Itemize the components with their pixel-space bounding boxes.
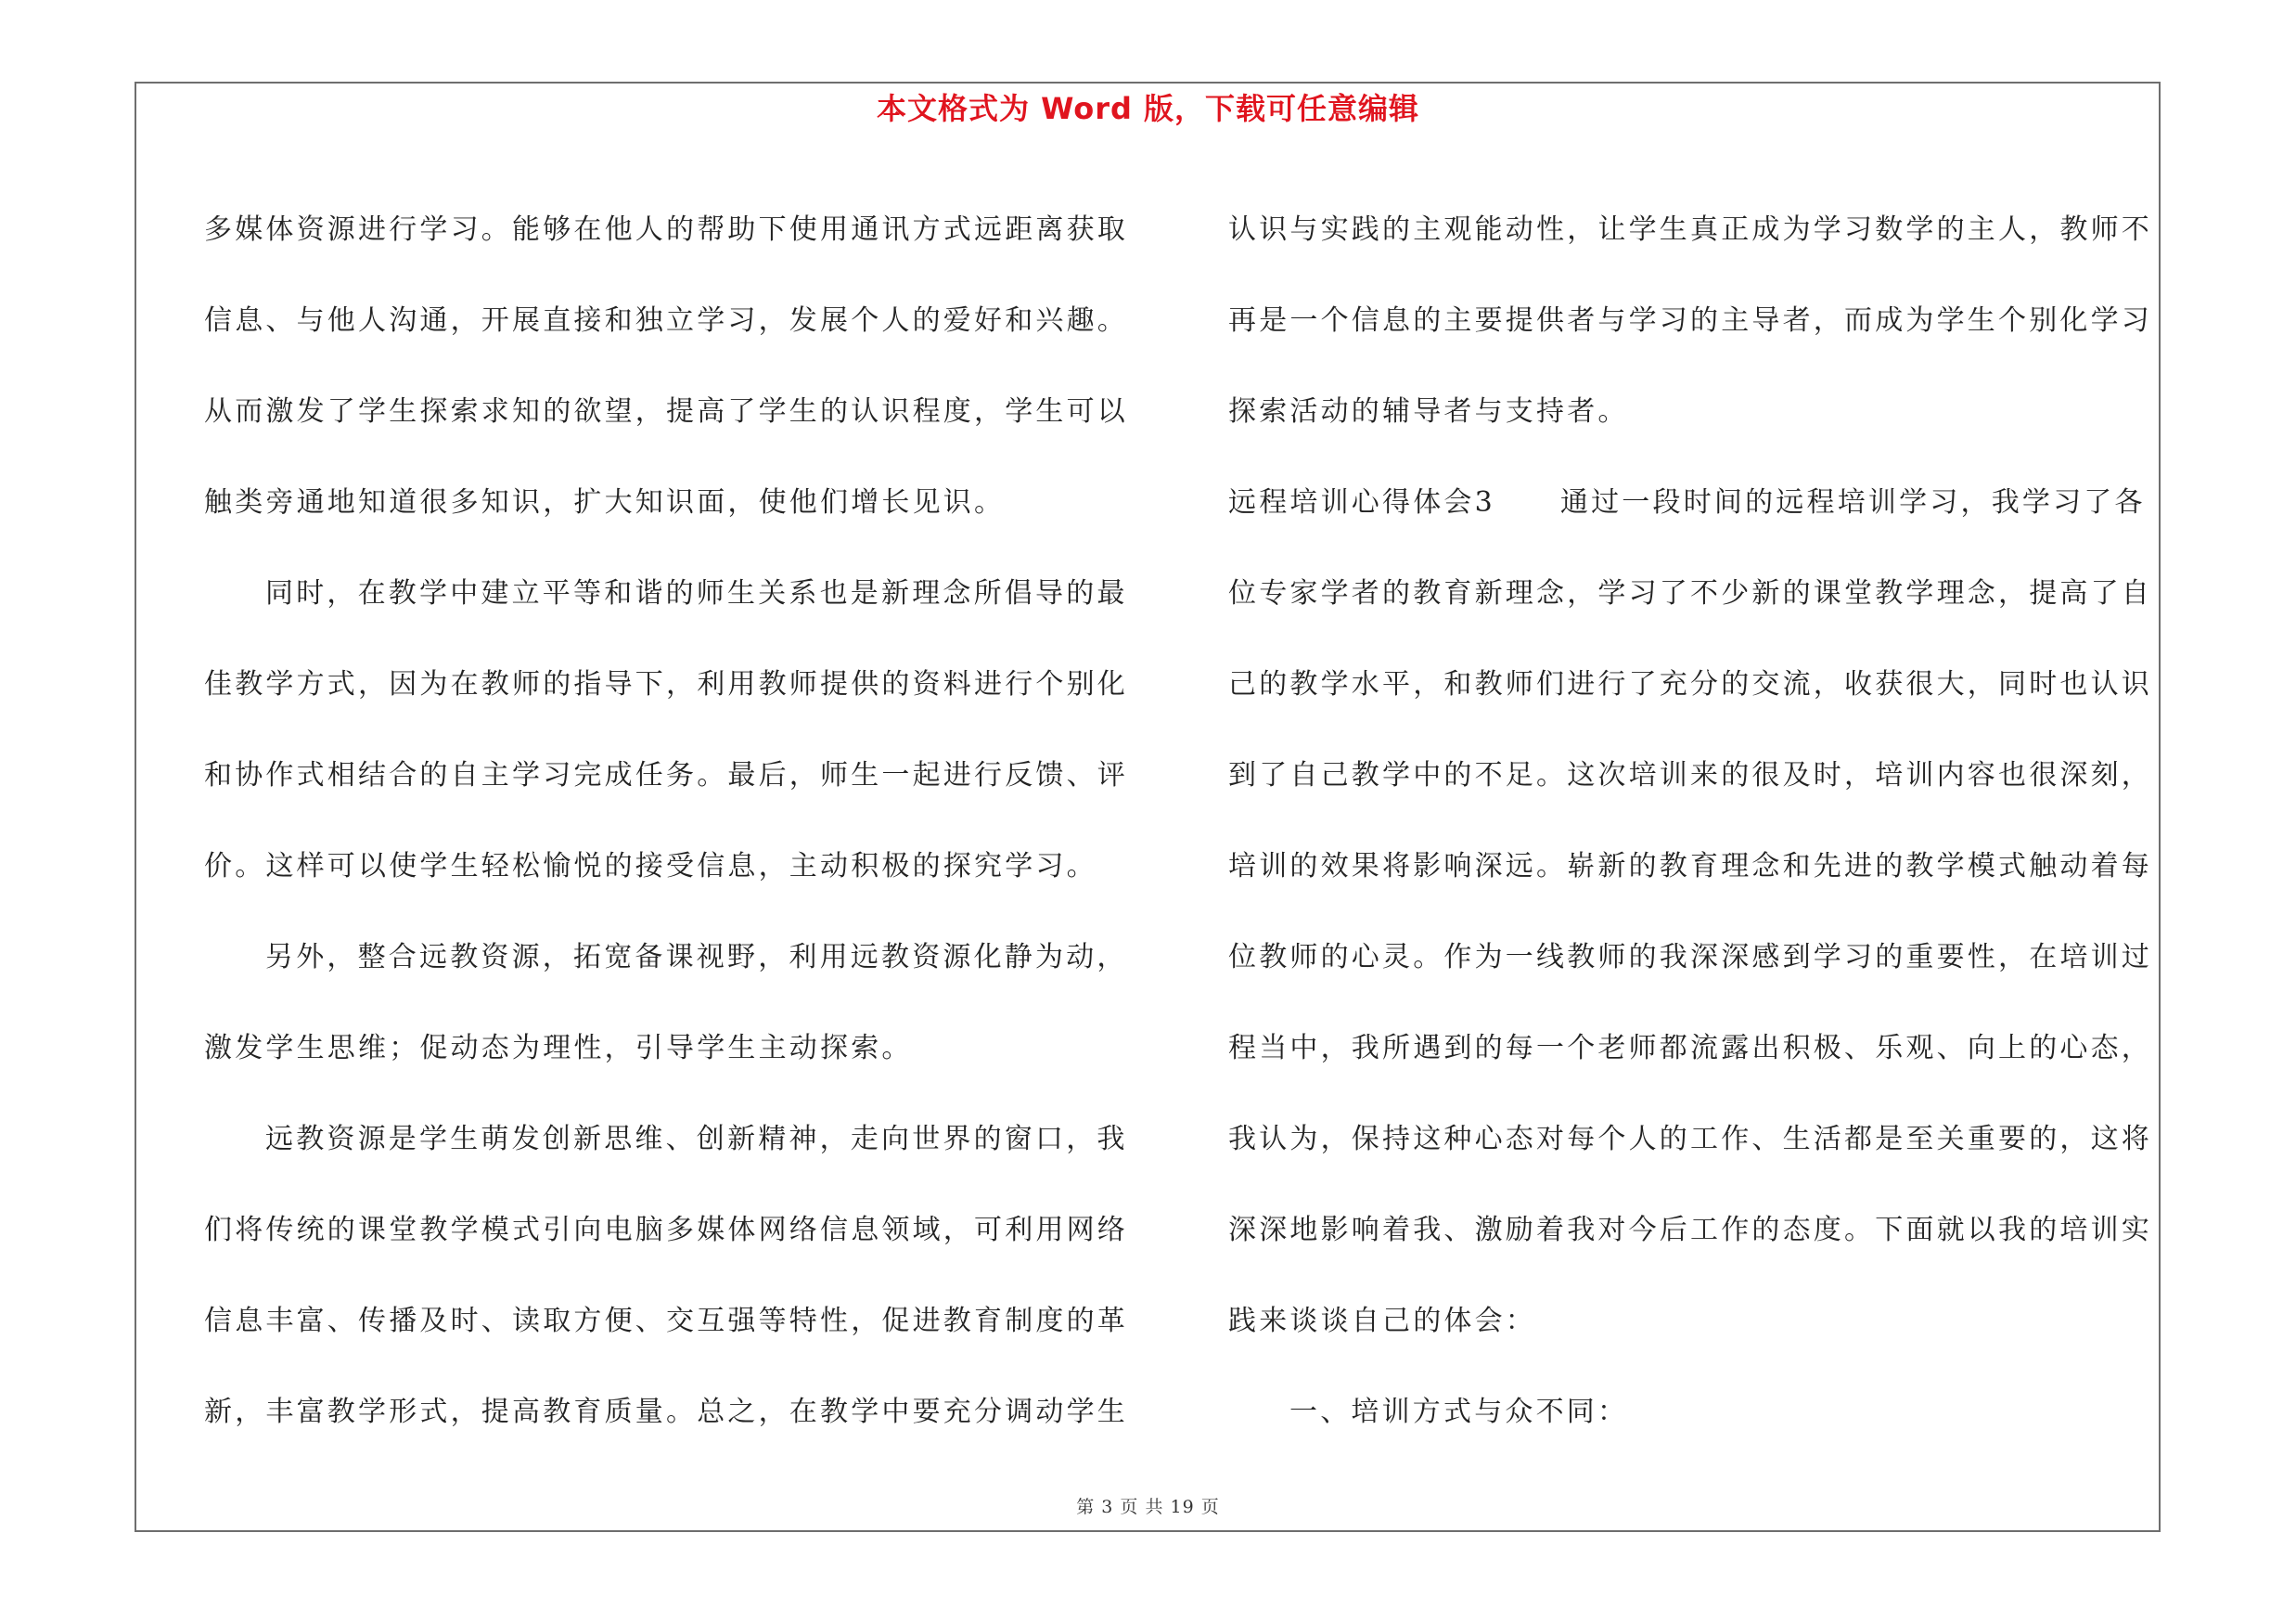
text-line: 信息丰富、传播及时、读取方便、交互强等特性，促进教育制度的革	[204, 1305, 1128, 1337]
text-line: 培训的效果将影响深远。崭新的教育理念和先进的教学模式触动着每	[1228, 850, 2152, 882]
text-line: 同时，在教学中建立平等和谐的师生关系也是新理念所倡导的最	[265, 577, 1128, 610]
text-line: 认识与实践的主观能动性，让学生真正成为学习数学的主人，教师不	[1228, 213, 2152, 246]
text-line: 新，丰富教学形式，提高教育质量。总之，在教学中要充分调动学生	[204, 1396, 1128, 1428]
subheading-line: 一、培训方式与众不同：	[1289, 1396, 1629, 1428]
text-line: 远教资源是学生萌发创新思维、创新精神，走向世界的窗口，我	[265, 1123, 1128, 1155]
section-heading: 远程培训心得体会3	[1228, 486, 1495, 519]
text-line: 深深地影响着我、激励着我对今后工作的态度。下面就以我的培训实	[1228, 1214, 2152, 1246]
text-line: 位专家学者的教育新理念，学习了不少新的课堂教学理念，提高了自	[1228, 577, 2152, 610]
left-text-column	[204, 185, 1132, 1458]
text-line: 信息、与他人沟通，开展直接和独立学习，发展个人的爱好和兴趣。	[204, 304, 1128, 337]
text-line: 激发学生思维；促动态为理性，引导学生主动探索。	[204, 1032, 913, 1064]
text-line: 程当中，我所遇到的每一个老师都流露出积极、乐观、向上的心态，	[1228, 1032, 2152, 1064]
page-number-footer: 第 3 页 共 19 页	[1076, 1497, 1220, 1517]
text-line: 触类旁通地知道很多知识，扩大知识面，使他们增长见识。	[204, 486, 1006, 519]
text-line: 通过一段时间的远程培训学习，我学习了各	[1559, 486, 2146, 519]
right-text-column	[1228, 185, 2156, 1458]
text-line: 价。这样可以使学生轻松愉悦的接受信息，主动积极的探究学习。	[204, 850, 1097, 882]
text-line: 探索活动的辅导者与支持者。	[1228, 395, 1629, 428]
text-line: 们将传统的课堂教学模式引向电脑多媒体网络信息领域，可利用网络	[204, 1214, 1128, 1246]
text-line: 多媒体资源进行学习。能够在他人的帮助下使用通讯方式远距离获取	[204, 213, 1128, 246]
text-line: 佳教学方式，因为在教师的指导下，利用教师提供的资料进行个别化	[204, 668, 1128, 701]
text-line: 再是一个信息的主要提供者与学习的主导者，而成为学生个别化学习	[1228, 304, 2152, 337]
text-line: 位教师的心灵。作为一线教师的我深深感到学习的重要性，在培训过	[1228, 941, 2152, 973]
format-banner: 本文格式为 Word 版，下载可任意编辑	[876, 91, 1420, 126]
text-line: 和协作式相结合的自主学习完成任务。最后，师生一起进行反馈、评	[204, 759, 1128, 792]
text-line: 己的教学水平，和教师们进行了充分的交流，收获很大，同时也认识	[1228, 668, 2152, 701]
section-heading-line	[1228, 457, 2156, 548]
text-line: 另外，整合远教资源，拓宽备课视野，利用远教资源化静为动，	[265, 941, 1128, 973]
text-line: 我认为，保持这种心态对每个人的工作、生活都是至关重要的，这将	[1228, 1123, 2152, 1155]
text-line: 践来谈谈自己的体会：	[1228, 1305, 1536, 1337]
text-line: 从而激发了学生探索求知的欲望，提高了学生的认识程度，学生可以	[204, 395, 1128, 428]
text-line: 到了自己教学中的不足。这次培训来的很及时，培训内容也很深刻，	[1228, 759, 2152, 792]
